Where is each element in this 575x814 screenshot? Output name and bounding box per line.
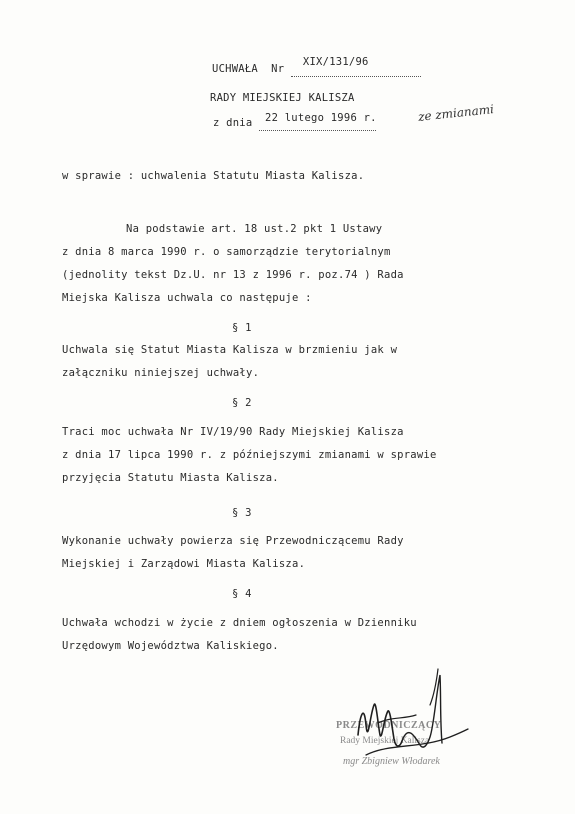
paragraph-mark: § 3: [232, 507, 252, 519]
stamp-council: Rady Miejskiej Kalisza: [340, 736, 430, 746]
resolution-title-line: [212, 56, 421, 77]
resolution-number-field: [291, 56, 421, 77]
paragraph-line: Miejskiej i Zarządowi Miasta Kalisza.: [62, 558, 306, 570]
paragraph-mark: § 4: [232, 588, 252, 600]
paragraph-line: Uchwala się Statut Miasta Kalisza w brzmieniu jak w: [62, 344, 398, 356]
date-prefix: z dnia: [213, 117, 253, 129]
paragraph-line: przyjęcia Statutu Miasta Kalisza.: [62, 472, 279, 484]
preamble-line: Na podstawie art. 18 ust.2 pkt 1 Ustawy: [126, 223, 383, 235]
paragraph-mark: § 2: [232, 397, 252, 409]
resolution-number: XIX/131/96: [302, 56, 369, 68]
paragraph-line: z dnia 17 lipca 1990 r. z późniejszymi zmianami w sprawie: [62, 449, 437, 461]
stamp-name: mgr Zbigniew Włodarek: [343, 756, 440, 767]
paragraph-line: Urzędowym Województwa Kaliskiego.: [62, 640, 279, 652]
council-name: RADY MIEJSKIEJ KALISZA: [210, 92, 355, 104]
signature: [330, 665, 490, 775]
preamble-line: (jednolity tekst Dz.U. nr 13 z 1996 r. poz.74 ) Rada: [62, 269, 404, 281]
handwritten-note: ze zmianami: [417, 102, 495, 124]
paragraph-mark: § 1: [232, 322, 252, 334]
paragraph-line: Uchwała wchodzi w życie z dniem ogłoszenia w Dzienniku: [62, 617, 417, 629]
paragraph-line: Traci moc uchwała Nr IV/19/90 Rady Miejskiej Kalisza: [62, 426, 404, 438]
resolution-date-line: [213, 112, 377, 131]
date-value: 22 lutego 1996 r.: [265, 112, 377, 124]
subject-line: w sprawie : uchwalenia Statutu Miasta Kalisza.: [62, 170, 365, 182]
resolution-nr-label: Nr: [271, 63, 285, 75]
stamp-title: PRZEWODNICZĄCY: [336, 720, 442, 731]
date-field: [259, 112, 377, 131]
paragraph-line: Wykonanie uchwały powierza się Przewodniczącemu Rady: [62, 535, 404, 547]
paragraph-line: załączniku niniejszej uchwały.: [62, 367, 260, 379]
preamble-line: Miejska Kalisza uchwala co następuje :: [62, 292, 312, 304]
preamble-line: z dnia 8 marca 1990 r. o samorządzie terytorialnym: [62, 246, 391, 258]
resolution-word: UCHWAŁA: [212, 63, 259, 75]
